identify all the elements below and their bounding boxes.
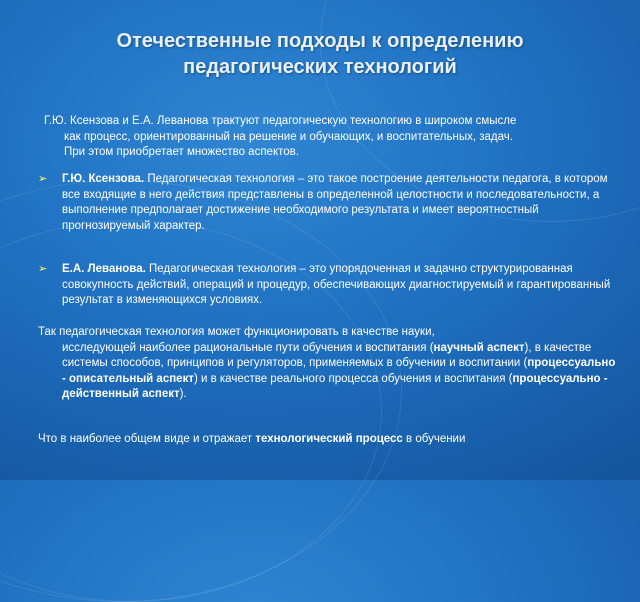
closing-line <box>38 432 618 448</box>
title-line-2: педагогических технологий <box>183 56 457 78</box>
conclusion-text: ). <box>179 388 187 400</box>
conclusion-text: ), в качестве системы способов, принципов и регуляторов, применяемых в обучении и воспитании ( <box>62 341 592 369</box>
conclusion-text: ) и в качестве реального процесса обучения и воспитания ( <box>193 372 513 385</box>
aspect-procedural-descriptive: процессуально - описательный аспект <box>62 357 616 385</box>
bullet-arrow-icon: ➢ <box>38 263 48 275</box>
intro-line-3: При этом приобретает множество аспектов. <box>64 146 299 158</box>
bullet-author: Г.Ю. Ксензова. <box>62 173 145 185</box>
title-line-1: Отечественные подходы к определению <box>116 30 524 52</box>
conclusion-body <box>38 341 618 403</box>
aspect-scientific: научный аспект <box>433 341 525 354</box>
bullet-ksenzova <box>62 172 617 234</box>
intro-line-2: как процесс, ориентированный на решение и обучающих, и воспитательных, задач. <box>64 130 513 143</box>
bullet-text: Педагогическая технология – это такое построение деятельности педагога, в котором все входящие в него действия представлены в определенной целостности и последовательности, а выполнение предполагает достижение необходимого результата и имеет вероятностный прогнозируемый характер. <box>62 173 608 232</box>
bullet-arrow-icon: ➢ <box>38 173 48 185</box>
intro-line-1: Г.Ю. Ксензова и Е.А. Леванова трактуют педагогическую технологию в широком смысле <box>44 115 517 127</box>
conclusion-paragraph <box>38 325 618 403</box>
conclusion-text: исследующей наиболее рациональные пути обучения и воспитания ( <box>62 341 434 354</box>
aspect-procedural-active: процессуально - действенный аспект <box>62 372 608 400</box>
technological-process: технологический процесс <box>255 433 403 445</box>
closing-text: Что в наиболее общем виде и отражает <box>38 433 256 445</box>
slide-title <box>0 28 640 80</box>
bullet-text: Педагогическая технология – это упорядоченная и задачно структурированная совокупность действий, операций и процедур, обеспечивающих диагностируемый и гарантированный результат в изменяющихся условиях. <box>62 263 611 306</box>
intro-paragraph <box>44 114 604 161</box>
bullet-levanova <box>62 262 617 309</box>
conclusion-lead: Так педагогическая технология может функционировать в качестве науки, <box>38 326 435 338</box>
bullet-author: Е.А. Леванова. <box>62 263 146 275</box>
closing-text: в обучении <box>402 433 466 445</box>
